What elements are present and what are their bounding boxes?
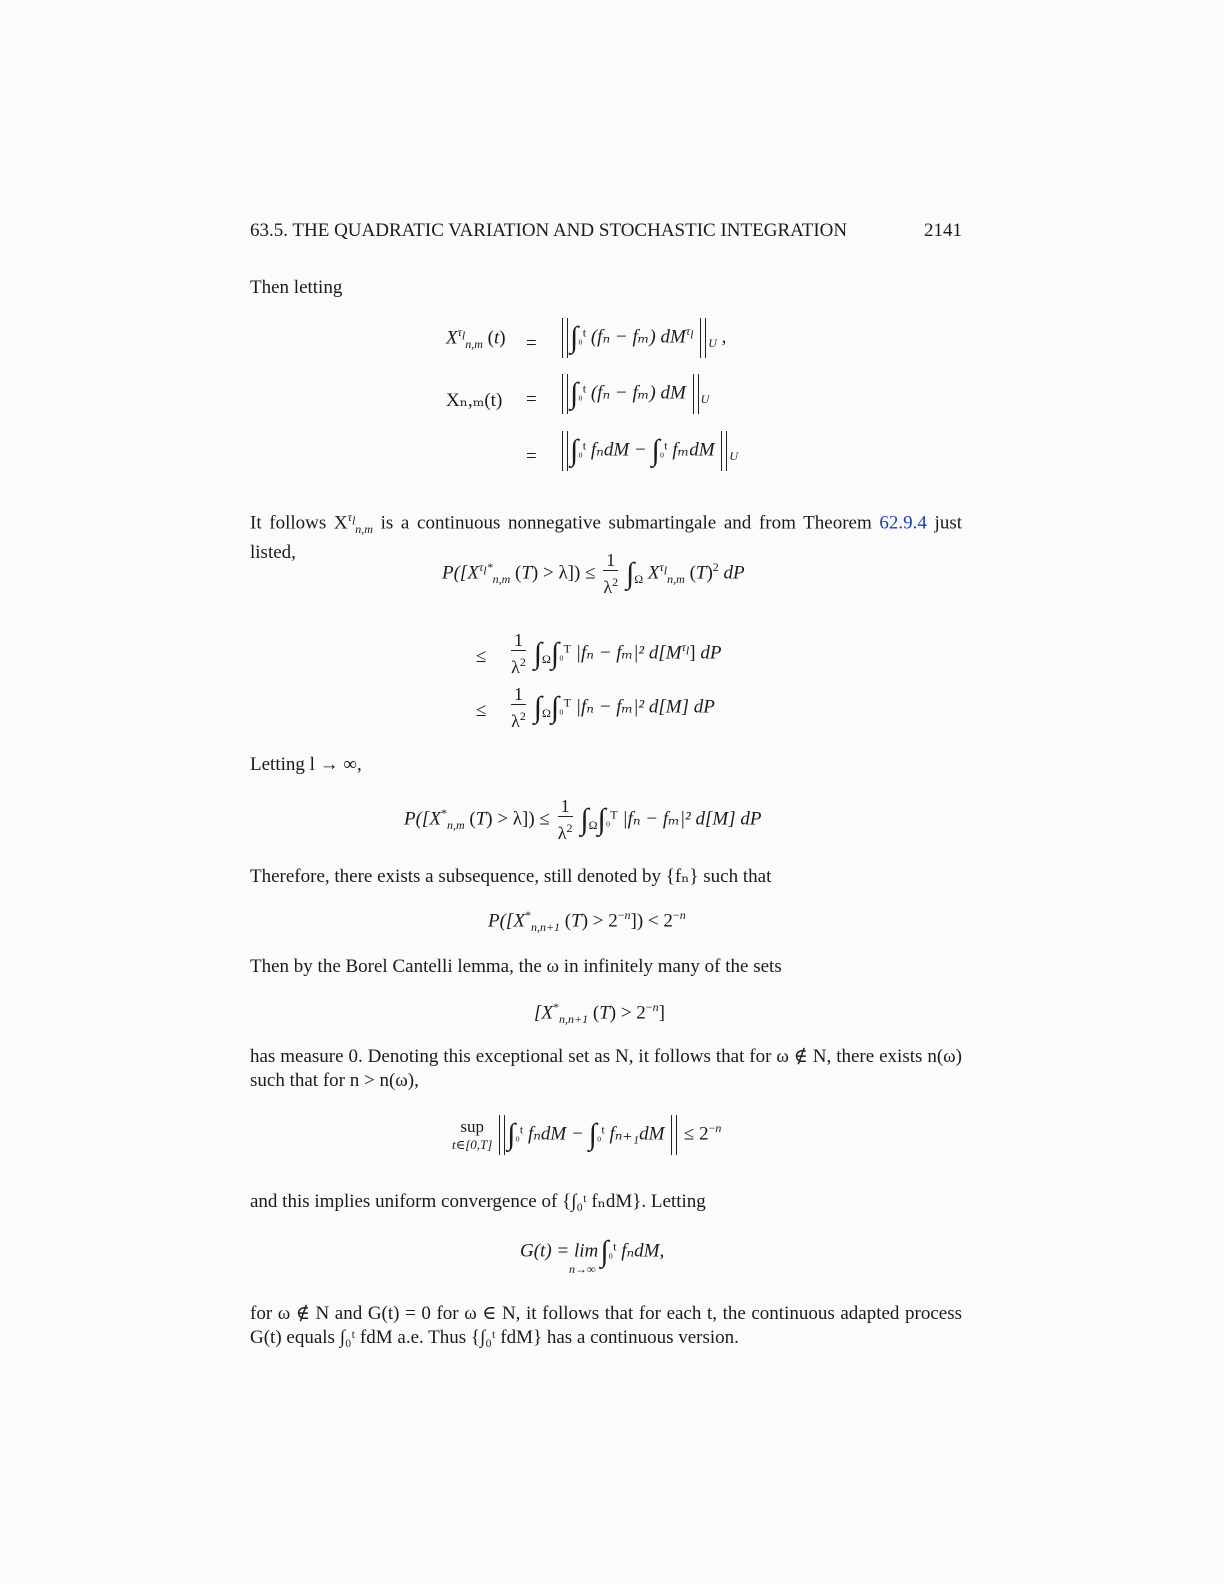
equation-lhs: $X^{\tau_l}_{n,m}$ (t)	[446, 325, 506, 352]
equation-rhs: ∫₀$^t$ (fₙ − fₘ) dM $_U$	[560, 374, 709, 414]
paragraph: Therefore, there exists a subsequence, still denoted by {fₙ} such that	[250, 866, 772, 887]
equation-set: [$X^*_{n,n+1}$ $(T) > 2^{-n}$]	[534, 1000, 665, 1027]
paragraph: It follows $X^{\tau_l}_{n,m}$ is a continuous nonnegative submartingale and from Theorem 62.9.4 just listed,	[250, 510, 963, 564]
paragraph: and this implies uniform convergence of {∫₀ᵗ fₙdM}. Letting	[250, 1191, 706, 1212]
paragraph: Then letting	[250, 277, 343, 298]
theorem-link[interactable]: 62.9.4	[879, 512, 927, 534]
equation-definition-G: G(t) = lim $_{n\to\infty}$ ∫₀$^t$ fₙdM,	[520, 1235, 665, 1277]
equation-rhs: ∫₀$^t$ fₙdM − ∫₀$^t$ fₘdM $_U$	[560, 431, 738, 471]
equals-sign: =	[526, 389, 537, 410]
paragraph: has measure 0. Denoting this exceptional set as N, it follows that for ω ∉ N, there exists n(ω) such that for n > n(ω),	[250, 1046, 962, 1091]
leq-sign: ≤	[476, 700, 487, 721]
equals-sign: =	[526, 446, 537, 467]
equation-rhs: ∫₀$^t$ (fₙ − fₘ) $dM^{\tau_l}$ $_U$ ,	[560, 318, 726, 358]
equals-sign: =	[526, 333, 537, 354]
equation-maximal-inequality: $P([X^{\tau_l*}_{n,m}$ (T) > λ]) ≤ $\frac{1}{\lambda^2}$ $\int_\Omega$ $X^{\tau_l}_{n,m}$ $(T)^2$ dP	[442, 550, 745, 597]
equation-subsequence: $P([X^*_{n,n+1}$ $(T) > 2^{-n}]) < 2^{-n}$	[488, 908, 686, 935]
equation-bound: $\frac{1}{\lambda^2}$ $\int_\Omega\int_0^T$ |fₙ − fₘ|² $d[M^{\tau_l}]$ dP	[511, 630, 722, 677]
paragraph: for ω ∉ N and G(t) = 0 for ω ∈ N, it follows that for each t, the continuous adapted process G(t) equals ∫₀ᵗ fdM a.e. Thus {∫₀ᵗ fdM} has a continuous version.	[250, 1303, 962, 1348]
equation-sup-bound: sup t∈[0,T] ∫₀$^t$ fₙdM − ∫₀$^t$ $f_{n+1}dM \le 2^{-n}$	[452, 1115, 721, 1155]
section-title: 63.5. THE QUADRATIC VARIATION AND STOCHASTIC INTEGRATION	[250, 220, 848, 241]
leq-sign: ≤	[476, 646, 487, 667]
page-number: 2141	[924, 220, 962, 241]
paragraph: Letting l → ∞,	[250, 754, 362, 775]
paragraph: Then by the Borel Cantelli lemma, the ω in infinitely many of the sets	[250, 956, 782, 977]
equation-lhs: Xₙ,ₘ(t)	[446, 390, 503, 411]
equation-limit-bound: $P([X^*_{n,m}$ (T) > λ]) ≤ $\frac{1}{\lambda^2}$ $\int_\Omega\int_0^T$ |fₙ − fₘ|² d[M] dP	[404, 796, 762, 843]
equation-bound: $\frac{1}{\lambda^2}$ $\int_\Omega\int_0^T$ |fₙ − fₘ|² d[M] dP	[511, 684, 715, 731]
